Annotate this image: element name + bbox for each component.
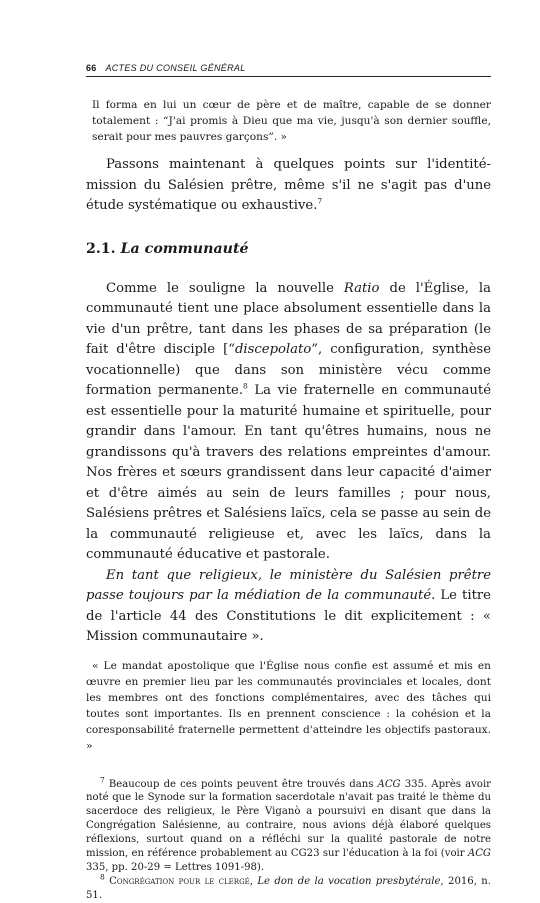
para2-text-4: La vie fraternelle en communauté est essentielle pour la maturité humaine et spirituelle, pour grandir dans l'amour. En tant qu'êtres humains, nous ne grandissons qu'à travers des relations empreintes d'amour. Nos frères et sœurs grandissent dans leur capacité d'aimer et d'être aimés au sein de leurs familles ; pour nous, Salésiens prêtres et Salésiens laïcs, cela se passe au sein de la communauté religieuse et, avec les laïcs, dans la communauté éducative et pastorale. bbox=[86, 383, 491, 562]
running-title: ACTES DU CONSEIL GÉNÉRAL bbox=[105, 63, 246, 73]
quote-continuation: Il forma en lui un cœur de père et de maître, capable de se donner totalement : “J'ai promis à Dieu que ma vie, jusqu'à son dernier souffle, serait pour mes pauvres garçons”. » bbox=[92, 99, 491, 143]
running-header bbox=[86, 63, 486, 73]
footnote-7-text-3: 335, pp. 20-29 = Lettres 1091-98). bbox=[86, 861, 265, 873]
paragraph-mission bbox=[86, 566, 491, 648]
footnote-7-text-2: 335. Après avoir noté que le Synode sur la formation sacerdotale n'avait pas traité le thème du sacerdoce des religieux, le Père Viganò a poursuivi en disant que dans la Congrégation Salésienne, au contraire, nous avions déjà élaboré quelques réflexions, surtout quand on a réfléchi sur la qualité pastorale de notre mission, en référence probablement au CG23 sur l'éducation à la foi (voir bbox=[86, 778, 491, 860]
footnotes bbox=[86, 775, 491, 903]
footnote-ref-8: 8 bbox=[243, 381, 248, 391]
para2-text-1: Comme le souligne la nouvelle bbox=[106, 280, 344, 296]
quote-constitutions: « Le mandat apostolique que l'Église nous confie est assumé et mis en œuvre en premier lieu par les communautés provinciales et locales, dont les membres ont des fonctions complémentaires, avec des tâches qui toutes sont importantes. Ils en prennent conscience : la cohésion et la coresponsabilité fraternelle permettent d'atteindre les objectifs pastoraux. » bbox=[86, 659, 491, 752]
footnote-7 bbox=[86, 775, 491, 875]
para2-text-3: ”, configuration, synthèse vocationnelle) que dans son ministère vécu comme formation permanente. bbox=[86, 342, 491, 398]
footnote-7-text-1: Beaucoup de ces points peuvent être trouvés dans bbox=[104, 778, 378, 790]
footnote-7-acg-2: ACG bbox=[467, 848, 491, 860]
footnote-7-acg-1: ACG bbox=[377, 778, 401, 790]
paragraph-intro-text: Passons maintenant à quelques points sur l'identité-mission du Salésien prêtre, même s'il ne s'agit pas d'une étude systématique ou exhaustive. bbox=[86, 157, 491, 213]
para3-italic: En tant que religieux, le ministère du Salésien prêtre passe toujours par la médiation de la communauté. bbox=[86, 567, 491, 603]
paragraph-communaute bbox=[86, 279, 491, 566]
para2-text-2: de l'Église, la communauté tient une place absolument essentielle dans la vie d'un prêtre, tant dans les phases de sa préparation (le fait d'être disciple [“ bbox=[86, 280, 492, 357]
footnote-8-number: 8 bbox=[100, 872, 105, 882]
paragraph-intro bbox=[86, 155, 491, 217]
para3-text: Le titre de l'article 44 des Constitutions le dit explicitement : « Mission communautaire ». bbox=[86, 588, 491, 644]
discepolato-italic: discepolato bbox=[234, 342, 312, 357]
ratio-italic: Ratio bbox=[343, 280, 380, 296]
footnote-8-author: Congrégation pour le clergé, bbox=[104, 875, 258, 887]
footnote-8-title: Le don de la vocation presbytérale bbox=[257, 875, 441, 887]
footnote-7-number: 7 bbox=[100, 775, 105, 785]
section-number: 2.1. bbox=[86, 240, 116, 257]
footnote-ref-7: 7 bbox=[317, 196, 323, 206]
section-heading bbox=[86, 241, 491, 257]
page-number: 66 bbox=[86, 63, 97, 73]
footnote-8 bbox=[86, 872, 491, 903]
page-body bbox=[86, 97, 491, 903]
header-rule bbox=[86, 76, 491, 77]
section-title: La communauté bbox=[120, 240, 249, 257]
footnote-8-text: , 2016, n. 51. bbox=[86, 875, 491, 901]
